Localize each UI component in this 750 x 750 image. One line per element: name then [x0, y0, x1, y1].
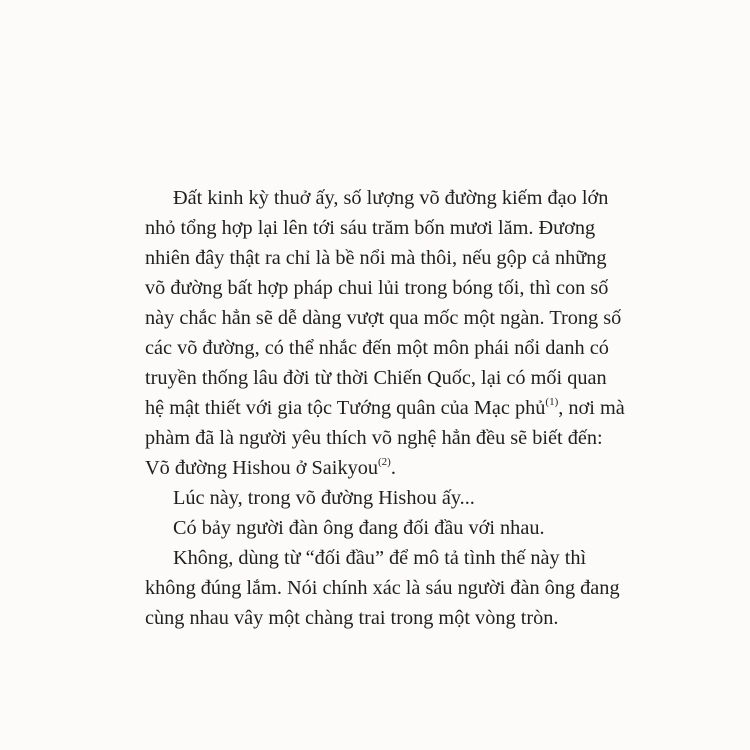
body-line-8-tail: , nơi mà	[558, 397, 625, 419]
body-line-9: phàm đã là người yêu thích võ nghệ hẳn đều sẽ biết đến:	[145, 427, 603, 449]
body-line-14: không đúng lắm. Nói chính xác là sáu người đàn ông đang	[145, 577, 620, 599]
body-line-6: các võ đường, có thể nhắc đến một môn phái nổi danh có	[145, 337, 609, 359]
body-line-1: Đất kinh kỳ thuở ấy, số lượng võ đường kiếm đạo lớn	[173, 187, 609, 209]
body-line-13: Không, dùng từ “đối đầu” để mô tả tình thế này thì	[173, 547, 587, 569]
body-line-2: nhỏ tổng hợp lại lên tới sáu trăm bốn mươi lăm. Đương	[145, 217, 596, 239]
body-line-8-text: hệ mật thiết với gia tộc Tướng quân của Mạc phủ	[145, 397, 546, 419]
body-line-15: cùng nhau vây một chàng trai trong một vòng tròn.	[145, 607, 559, 629]
body-line-3: nhiên đây thật ra chỉ là bề nổi mà thôi, nếu gộp cả những	[145, 247, 607, 269]
body-line-12: Có bảy người đàn ông đang đối đầu với nhau.	[173, 517, 545, 539]
body-line-8	[145, 398, 625, 418]
body-line-10-tail: .	[390, 457, 396, 479]
footnote-ref-1: (1)	[545, 396, 559, 408]
body-line-4: võ đường bất hợp pháp chui lủi trong bóng tối, thì con số	[145, 277, 609, 299]
body-line-10-text: Võ đường Hishou ở Saikyou	[145, 457, 379, 479]
body-line-7: truyền thống lâu đời từ thời Chiến Quốc, lại có mối quan	[145, 367, 607, 389]
body-line-10	[145, 458, 396, 478]
body-line-11: Lúc này, trong võ đường Hishou ấy...	[173, 487, 475, 509]
footnote-ref-2: (2)	[378, 456, 391, 468]
body-line-5: này chắc hẳn sẽ dễ dàng vượt qua mốc một ngàn. Trong số	[145, 307, 622, 329]
